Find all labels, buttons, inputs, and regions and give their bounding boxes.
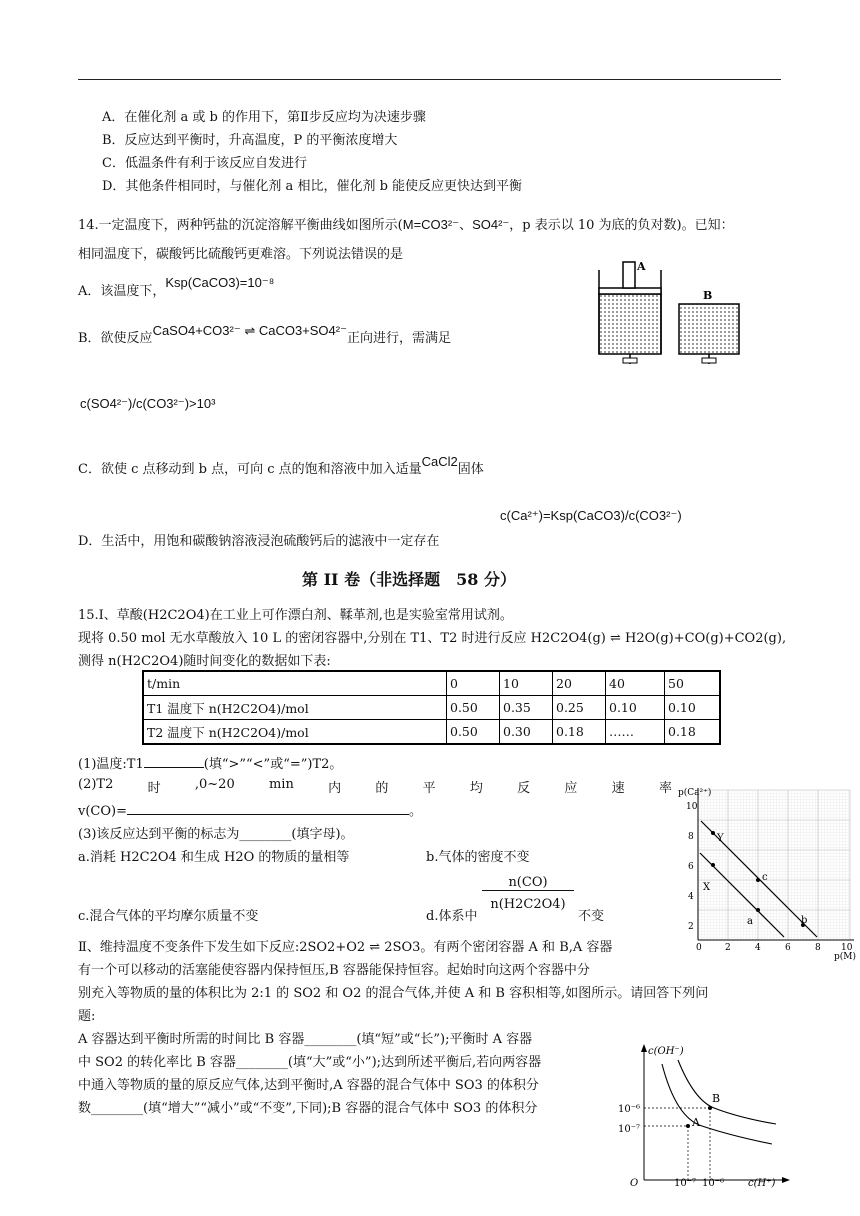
table-cell: 0.18: [553, 720, 606, 745]
point-a: [756, 908, 760, 912]
y-tick: 10⁻⁷: [618, 1124, 641, 1135]
q2-word: 率: [658, 781, 672, 796]
table-cell: 0.10: [606, 696, 665, 720]
q1-text-start: (1)温度:T1: [78, 757, 144, 772]
q14-option-b-condition: c(SO4²⁻)/c(CO3²⁻)>10³: [80, 396, 216, 411]
q14-stem-part2: ，p 表示以 10 为底的负对数)。已知：: [509, 218, 734, 233]
y-tick: 8: [688, 832, 694, 842]
y-tick: 2: [688, 922, 694, 932]
x-tick: 10: [841, 943, 853, 953]
q2-word: 时: [147, 781, 161, 796]
y-axis-label: c(OH⁻): [648, 1046, 684, 1057]
table-cell: 0.35: [500, 696, 553, 720]
q2-word: ,0~20: [194, 777, 235, 792]
origin-label: O: [630, 1178, 639, 1189]
q14-option-d-formula: c(Ca²⁺)=Ksp(CaCO3)/c(CO3²⁻): [500, 508, 682, 523]
q15-line2: 现将 0.50 mol 无水草酸放入 10 L 的密闭容器中,分别在 T1、T2 时进行反应 H2C2O4(g) ⇌ H2O(g)+CO(g)+CO2(g),: [78, 631, 787, 646]
container-a-gas: [599, 294, 661, 354]
q1-text-end: (填“>”“<”或“=”)T2。: [203, 757, 343, 772]
table-cell: 0: [447, 671, 500, 696]
q2-word: 均: [469, 781, 483, 796]
point-c: [756, 878, 760, 882]
q14-option-a: [78, 275, 275, 299]
q15-option-b: b.气体的密度不变: [426, 850, 530, 865]
q15-option-c: c.混合气体的平均摩尔质量不变: [78, 909, 259, 924]
q13-option-b: B．反应达到平衡时，升高温度，P 的平衡浓度增大: [102, 133, 398, 148]
point-a: [686, 1124, 690, 1128]
q15-option-d-denominator: n(H2C2O4): [490, 897, 566, 912]
q2-word: 速: [611, 781, 625, 796]
table-cell: ……: [606, 720, 665, 745]
piston-rod: [623, 262, 635, 288]
q14-option-b: [78, 323, 451, 346]
q2-period: 。: [409, 804, 423, 819]
table-cell: 0.18: [665, 720, 721, 745]
point-c-label: c: [762, 872, 768, 883]
q14-stem-part1: 14.一定温度下，两种钙盐的沉淀溶解平衡曲线如图所示(: [78, 218, 403, 233]
q15-option-d-numerator: n(CO): [482, 875, 574, 891]
table-cell: T2 温度下 n(H2C2O4)/mol: [143, 720, 447, 745]
y-tick: 10: [686, 802, 698, 812]
section-title: 第 II 卷（非选择题 58 分）: [302, 570, 516, 589]
x-axis-label: c(H⁺): [748, 1178, 776, 1189]
point-b-label: B: [712, 1092, 721, 1105]
table-cell: 50: [665, 671, 721, 696]
part2-line5: A 容器达到平衡时所需的时间比 B 容器________(填“短”或“长”);平衡时 A 容器: [78, 1032, 533, 1047]
q15-option-d-label: d.体系中: [426, 909, 478, 924]
table-cell: 0.30: [500, 720, 553, 745]
table-cell: 40: [606, 671, 665, 696]
table-row: [143, 720, 720, 745]
y-tick: 4: [688, 892, 694, 902]
q15-line3: 测得 n(H2C2O4)随时间变化的数据如下表:: [78, 654, 331, 669]
x-tick: 6: [785, 943, 791, 953]
q14-option-c-text1: C．欲使 c 点移动到 b 点，可向 c 点的饱和溶液中加入适量: [78, 462, 422, 477]
q14-option-b-after: 正向进行，需满足: [346, 331, 451, 346]
q2-word: 反: [517, 781, 531, 796]
part2-line1: Ⅱ、维持温度不变条件下发生如下反应:2SO2+O2 ⇌ 2SO3。有两个密闭容器 A 和 B,A 容器: [78, 940, 613, 955]
x-tick: 8: [815, 943, 821, 953]
part2-line6: 中 SO2 的转化率比 B 容器________(填“大”或“小”);达到所述平衡后,若向两容器: [78, 1055, 542, 1070]
q13-option-d: D．其他条件相同时，与催化剂 a 相比，催化剂 b 能使反应更快达到平衡: [102, 179, 523, 194]
table-header-row: [143, 671, 720, 696]
solubility-curve-figure: [678, 786, 860, 961]
table-cell: t/min: [143, 671, 447, 696]
x-tick: 10⁻⁷: [674, 1178, 697, 1189]
q15-question-1: [78, 753, 342, 772]
part2-line7: 中通入等物质的量的原反应气体,达到平衡时,A 容器的混合气体中 SO3 的体积分: [78, 1078, 539, 1093]
q15-question-2-line2: [78, 800, 422, 819]
q15-line1: 15.Ⅰ、草酸(H2C2O4)在工业上可作漂白剂、鞣革剂,也是实验室常用试剂。: [78, 608, 513, 623]
header-rule: [78, 79, 781, 80]
water-ion-figure: [614, 1040, 794, 1190]
q14-option-b-text: B．欲使反应: [78, 331, 153, 346]
y-tick: 6: [688, 862, 694, 872]
container-a-label: A: [637, 260, 646, 273]
point-x: [711, 863, 715, 867]
q13-option-c: C．低温条件有利于该反应自发进行: [102, 156, 307, 171]
point-y-label: Y: [717, 833, 724, 844]
table-cell: 0.50: [447, 696, 500, 720]
q2-word: 内: [328, 781, 342, 796]
x-tick: 10⁻⁶: [702, 1178, 725, 1189]
table-cell: 20: [553, 671, 606, 696]
q2-word: 的: [375, 781, 389, 796]
q14-option-c: [78, 454, 484, 477]
y-axis-label: p(Ca²⁺): [678, 788, 712, 798]
x-axis-label: p(M): [834, 952, 856, 961]
q14-stem-line2: 相同温度下，碳酸钙比硫酸钙更难溶。下列说法错误的是: [78, 247, 404, 262]
x-tick: 4: [755, 943, 761, 953]
q14-option-d-text: D．生活中，用饱和碳酸钠溶液浸泡硫酸钙后的滤液中一定存在: [78, 534, 440, 549]
point-y: [711, 831, 715, 835]
q2-word: 平: [422, 781, 436, 796]
point-b-label: b: [801, 915, 808, 926]
answer-blank[interactable]: [144, 767, 204, 768]
q15-question-3: (3)该反应达到平衡的标志为________(填字母)。: [78, 827, 354, 842]
data-table: [142, 670, 721, 745]
piston: [599, 288, 661, 294]
table-row: [143, 696, 720, 720]
q2-word: 应: [564, 781, 578, 796]
x-tick: 0: [696, 943, 702, 953]
part2-line8: 数________(填“增大”“减小”或“不变”,下同);B 容器的混合气体中 SO3 的体积分: [78, 1101, 538, 1116]
part2-line2: 有一个可以移动的活塞能使容器内保持恒压,B 容器能保持恒容。起始时向这两个容器中分: [78, 963, 590, 978]
answer-blank[interactable]: [127, 814, 409, 815]
part2-line4: 题:: [78, 1009, 96, 1024]
x-tick: 2: [725, 943, 731, 953]
q14-option-c-formula: CaCl2: [421, 454, 458, 469]
q14-option-a-formula: Ksp(CaCO3)=10⁻⁸: [165, 275, 275, 290]
container-b-label: B: [703, 289, 713, 302]
table-cell: 0.25: [553, 696, 606, 720]
point-x-label: X: [703, 882, 711, 893]
q15-option-d-end: 不变: [578, 909, 605, 924]
container-figure: [595, 258, 745, 373]
point-b: [708, 1106, 712, 1110]
q14-stem-formula: M=CO3²⁻、SO4²⁻: [402, 217, 510, 232]
q14-stem-line1: [78, 214, 734, 233]
container-b-valve: [702, 358, 716, 363]
q15-question-2-line1: [78, 777, 672, 796]
q2-word: min: [268, 777, 294, 792]
table-cell: 10: [500, 671, 553, 696]
q14-option-c-text2: 固体: [457, 462, 484, 477]
q14-option-a-text: A．该温度下，: [78, 284, 166, 299]
container-b-gas: [679, 304, 739, 354]
table-cell: 0.50: [447, 720, 500, 745]
part2-line3: 别充入等物质的量的体积比为 2:1 的 SO2 和 O2 的混合气体,并使 A 和 B 容积相等,如图所示。请回答下列问: [78, 986, 709, 1001]
q14-option-b-formula: CaSO4+CO3²⁻ ⇌ CaCO3+SO4²⁻: [152, 323, 347, 338]
q2-velocity-label: v(CO)=: [78, 804, 127, 819]
upper-isotherm: [678, 1060, 776, 1124]
y-tick: 10⁻⁶: [618, 1104, 641, 1115]
q15-option-a: a.消耗 H2C2O4 和生成 H2O 的物质的量相等: [78, 850, 350, 865]
table-cell: 0.10: [665, 696, 721, 720]
q2-word: (2)T2: [78, 777, 114, 792]
q13-option-a: A．在催化剂 a 或 b 的作用下，第Ⅱ步反应均为决速步骤: [102, 110, 426, 125]
point-a-label: a: [747, 916, 753, 927]
point-a-label: A: [692, 1116, 700, 1129]
container-a-valve: [623, 358, 637, 363]
table-cell: T1 温度下 n(H2C2O4)/mol: [143, 696, 447, 720]
